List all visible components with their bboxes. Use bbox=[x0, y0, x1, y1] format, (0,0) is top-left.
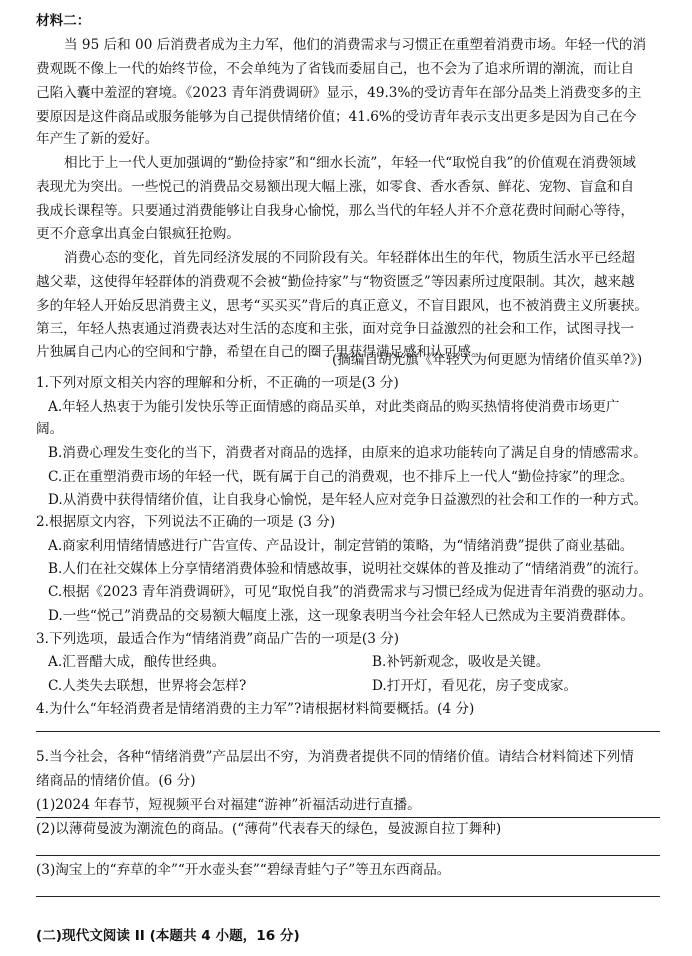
paragraph-line: 年产生了新的爱好。 bbox=[36, 131, 159, 147]
answer-line bbox=[36, 731, 660, 732]
paragraph-line: 片独属自己内心的空间和宁静，希望在自己的圈子里获得满足感和认可感。 bbox=[36, 344, 485, 360]
paragraph-line: 要原因是这件商品或服务能够为自己提供情绪价值；41.6%的受访青年表示支出更多是因为自己在今 bbox=[36, 109, 637, 125]
question-5-sub-1: (1)2024 年春节，短视频平台对福建“游神”祈福活动进行直播。 bbox=[36, 797, 421, 813]
question-3-stem: 3.下列选项，最适合作为“情绪消费”商品广告的一项是(3 分) bbox=[36, 631, 400, 647]
paragraph-line: 表现尤为突出。一些悦己的消费品交易额出现大幅上涨，如零食、香水香氛、鲜花、宠物、盲盒和自 bbox=[36, 179, 635, 195]
question-1-option-d: D.从消费中获得情绪价值，让自我身心愉悦，是年轻人应对竞争日益激烈的社会和工作的一种方式。 bbox=[48, 492, 648, 508]
paragraph-line: 越父辈，这使得年轻群体的消费观不会被“勤俭持家”与“物资匮乏”等因素所过度限制。其次，越来越 bbox=[36, 274, 635, 290]
question-2-option-d: D.一些“悦己”消费品的交易额大幅度上涨，这一现象表明当今社会年轻人已然成为主要消费群体。 bbox=[48, 608, 634, 624]
question-1-option-c: C.正在重塑消费市场的年轻一代，既有属于自己的消费观，也不排斥上一代人“勤俭持家”的理念。 bbox=[48, 469, 634, 485]
paragraph-line: 费观既不像上一代的始终节俭，不会单纯为了省钱而委屈自己，也不会为了追求所谓的潮流，而让自 bbox=[36, 61, 635, 77]
question-4-stem: 4.为什么“年轻消费者是情绪消费的主力军”?请根据材料简要概括。(4 分) bbox=[36, 701, 475, 717]
question-3-option-c: C.人类失去联想，世界将会怎样? bbox=[48, 678, 247, 694]
paragraph-line: 己陷入囊中羞涩的窘境。《2023 青年消费调研》显示，49.3%的受访青年在部分品类上消费变多的主 bbox=[36, 85, 642, 101]
section-title: (二)现代文阅读 II (本题共 4 小题，16 分) bbox=[36, 928, 300, 944]
paragraph-line: 当 95 后和 00 后消费者成为主力军，他们的消费需求与习惯正在重塑着消费市场。年轻一代的消 bbox=[64, 37, 647, 53]
question-5-stem: 5.当今社会，各种“情绪消费”产品层出不穷，为消费者提供不同的情绪价值。请结合材料简述下列情 bbox=[36, 749, 634, 765]
paragraph-line: 第三，年轻人热衷通过消费表达对生活的态度和主张，面对竞争日益激烈的社会和工作，试图寻找一 bbox=[36, 321, 635, 337]
question-5-sub-3: (3)淘宝上的“弃草的伞”“开水壶头套”“碧绿青蛙勺子”等丑东西商品。 bbox=[36, 862, 451, 878]
paragraph-line: 消费心态的变化，首先同经济发展的不同阶段有关。年轻群体出生的年代，物质生活水平已经超 bbox=[64, 250, 635, 266]
question-2-stem: 2.根据原文内容，下列说法不正确的一项是 (3 分) bbox=[36, 514, 336, 530]
answer-line bbox=[36, 817, 660, 818]
question-3-option-b: B.补钙新观念，吸收是关键。 bbox=[372, 654, 550, 670]
paragraph-line: 相比于上一代人更加强调的“勤俭持家”和“细水长流”，年轻一代“取悦自我”的价值观在消费领域 bbox=[64, 155, 636, 171]
question-1-stem: 1.下列对原文相关内容的理解和分析，不正确的一项是(3 分) bbox=[36, 375, 399, 391]
paragraph-line: 更不介意拿出真金白银疯狂抢购。 bbox=[36, 226, 240, 242]
question-2-option-a: A.商家利用情绪情感进行广告宣传、产品设计，制定营销的策略，为“情绪消费”提供了商业基础。 bbox=[48, 538, 634, 554]
question-1-option-a-cont: 阔。 bbox=[36, 421, 64, 437]
source-citation: (摘编自胡光旗《年轻人为何更愿为情绪价值买单?》) bbox=[332, 352, 643, 368]
material-heading: 材料二： bbox=[36, 13, 91, 29]
answer-line bbox=[36, 896, 660, 897]
question-1-option-a: A.年轻人热衷于为能引发快乐等正面情感的商品买单，对此类商品的购买热情将使消费市场更广 bbox=[48, 399, 620, 415]
question-2-option-b: B.人们在社交媒体上分享情绪消费体验和情感故事，说明社交媒体的普及推动了“情绪消费”的流行。 bbox=[48, 561, 648, 577]
question-3-option-a: A.汇晋醋大成，酿传世经典。 bbox=[48, 654, 226, 670]
question-3-option-d: D.打开灯，看见花，房子变成家。 bbox=[372, 678, 578, 694]
paragraph-line: 我成长课程等。只要通过消费能够让自我身心愉悦，那么当代的年轻人并不介意花费时间耐心等待， bbox=[36, 203, 635, 219]
question-1-option-b: B.消费心理发生变化的当下，消费者对商品的选择，由原来的追求功能转向了满足自身的情感需求。 bbox=[48, 445, 647, 461]
answer-line bbox=[36, 855, 660, 856]
question-5-sub-2: (2)以薄荷曼波为潮流色的商品。(“薄荷”代表春天的绿色，曼波源自拉丁舞种) bbox=[36, 821, 502, 837]
paragraph-line: 多的年轻人开始反思消费主义，思考“买买买”背后的真正意义，不盲目跟风，也不被消费主义所裹挟。 bbox=[36, 298, 649, 314]
question-2-option-c: C.根据《2023 青年消费调研》，可见“取悦自我”的消费需求与习惯已经成为促进青年消费的驱动力。 bbox=[48, 584, 652, 600]
question-5-stem-cont: 绪商品的情绪价值。(6 分) bbox=[36, 773, 196, 789]
